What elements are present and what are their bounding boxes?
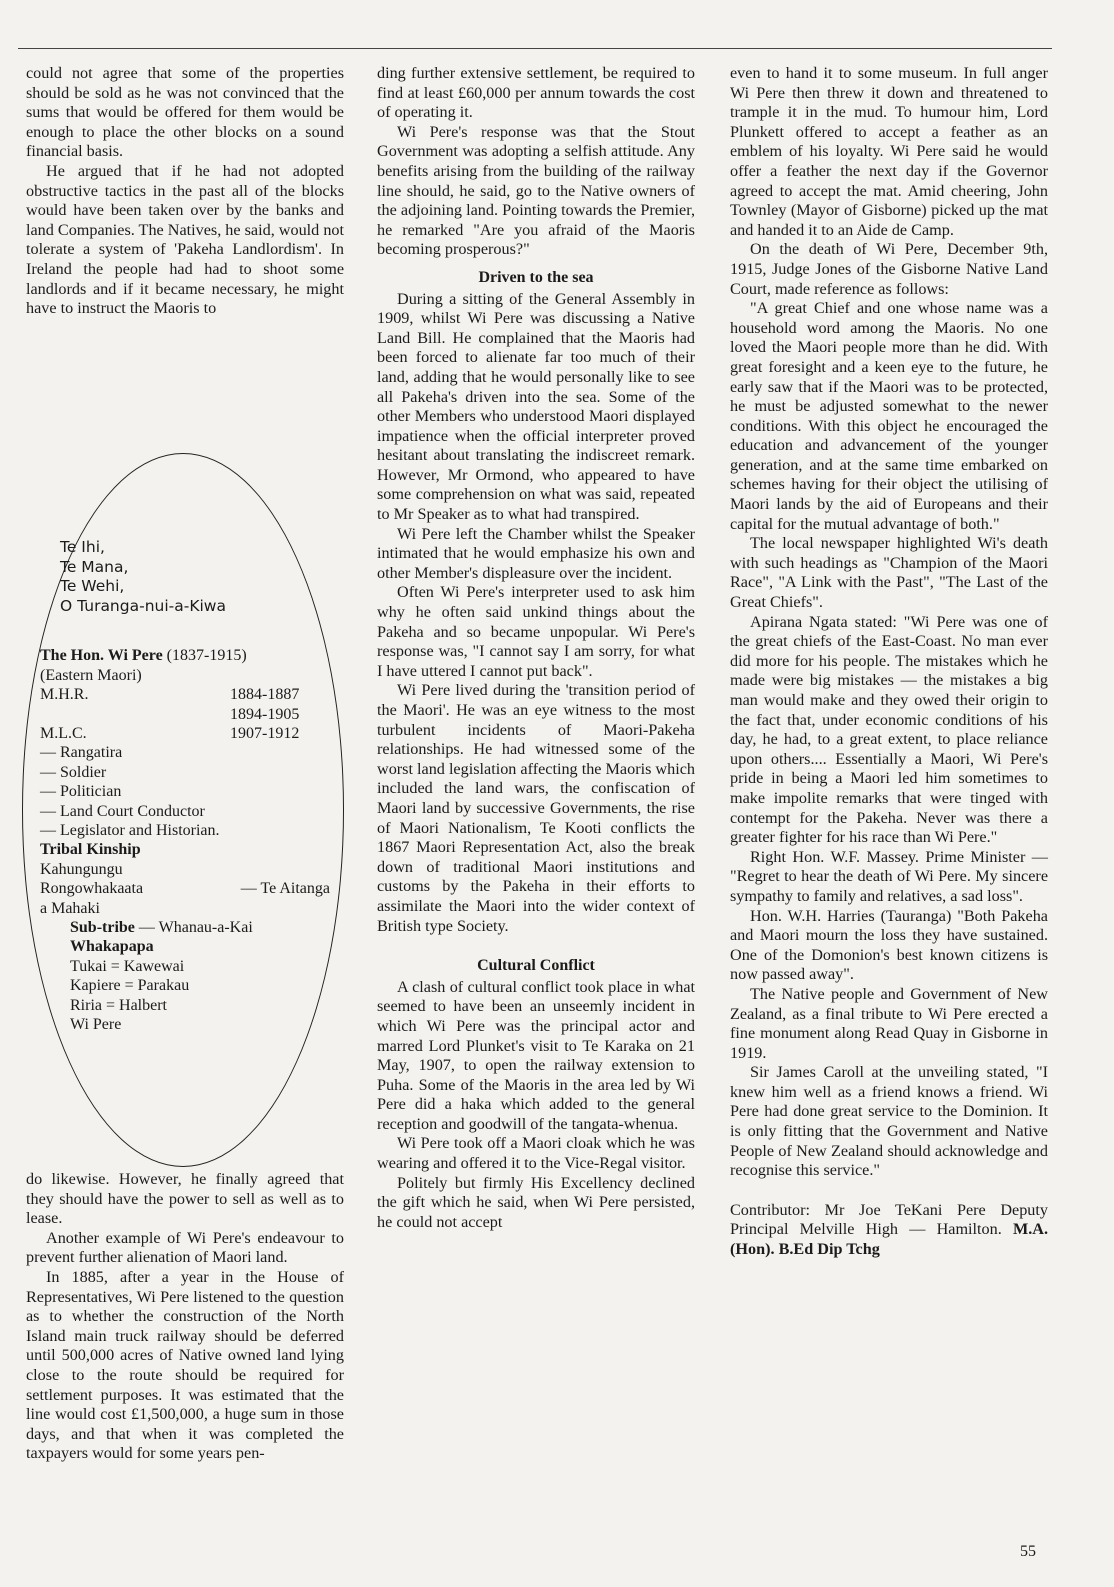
paragraph: He argued that if he had not adopted obstructive tactics in the past all of the blocks would have been taken over by the banks and land Companies. The Natives, he said, would not tolerate a system of 'Pakeha Landlordism'. In Ireland the people had had to shoot some landlords and if it became necessary, he might have to instruct the Maoris to	[26, 161, 345, 318]
paragraph: Politely but firmly His Excellency declined the gift which he said, when Wi Pere persisted, he could not accept	[377, 1173, 695, 1231]
paragraph: Apirana Ngata stated: "Wi Pere was one of the great chiefs of the East-Coast. No man ever did more for his people. The mistakes which he made were big mistakes — the mistakes a big man would make and they owed their origin to the fact that, under economic conditions of his day, he had, to a great extent, to place reliance upon others.... Essentially a Maori, Wi Pere's pride in being a Maori led him sometimes to make impolite remarks that were tinged with contempt for the Pakeha. Never was there a greater fighter for his race than Wi Pere."	[730, 612, 1048, 847]
mlc-years: 1907-1912	[230, 725, 300, 742]
paragraph: Wi Pere lived during the 'transition period of the Maori'. He was an eye witness to the most turbulent incidents of Maori-Pakeha relationships. He had witnessed some of the worst land legislation affecting the Maoris which included the land wars, the confiscation of Maori land by successive Governments, the rise of Maori Nationalism, Te Kooti conflicts the 1867 Maori Representation Act, also the break down of traditional Maori institutions and customs by the Pakeha in their efforts to assimilate the Maori into the wider context of British type Society.	[377, 681, 695, 935]
role-item: — Rangatira	[40, 744, 123, 762]
bio-years: (1837-1915)	[162, 647, 247, 665]
paragraph: Sir James Caroll at the unveiling stated, "I knew him well as a friend knows a friend. Wi Pere had done great service to the Dominion. It is only fitting that the Government and Native People of New Zealand should acknowledge and recognise this service."	[730, 1063, 1048, 1180]
mhr-label: M.H.R.	[40, 686, 89, 704]
paragraph: The Native people and Government of New Zealand, as a final tribute to Wi Pere erected a fine monument along Read Quay in Gisborne in 1919.	[730, 984, 1048, 1062]
mhr-years: 1884-1887	[230, 686, 300, 704]
contributor	[730, 1201, 1048, 1260]
role-item: — Politician	[40, 783, 122, 801]
mlc-row	[40, 724, 340, 743]
paragraph: During a sitting of the General Assembly in 1909, whilst Wi Pere was discussing a Native Land Bill. He complained that the Maoris had been forced to alienate far too much of their land, adding that he would personally like to see all Pakeha's driven into the sea. Some of the other Members who understood Maori displayed impatience when the official interpreter proved hesitant about translating the indiscreet remark. However, Mr Ormond, who appeared to have some comprehension on what was said, repeated to Mr Speaker as to what had transpired.	[377, 289, 695, 524]
whakapapa-heading: Whakapapa	[70, 938, 154, 956]
lineage-line: Wi Pere	[70, 1016, 122, 1034]
subtribe-line: Sub-tribe — Whanau-a-Kai	[70, 919, 253, 937]
paragraph: Right Hon. W.F. Massey. Prime Minister — "Regret to hear the death of Wi Pere. My sincere sympathy to family and relatives, a sad loss".	[730, 847, 1048, 905]
bio-name	[40, 646, 340, 665]
paragraph: could not agree that some of the properties should be sold as he was not convinced that the sums that would be offered for them would be enough to place the other blocks on a sound financial basis.	[26, 64, 344, 161]
paragraph: Another example of Wi Pere's endeavour to prevent further alienation of Maori land.	[26, 1228, 344, 1267]
poem-line: Te Ihi,	[60, 538, 105, 556]
poem	[60, 538, 340, 616]
paragraph: Hon. W.H. Harries (Tauranga) "Both Pakeha and Maori mourn the loss they have sustained. One of the Domonion's best known citizens is now passed away".	[730, 906, 1048, 984]
poem-line: Te Mana,	[60, 557, 129, 576]
paragraph: "A great Chief and one whose name was a household word among the Maoris. No one loved the Maori people more than he did. With great foresight and a keen eye to the future, he early saw that if the Maori was to be protected, he must be adjusted somewhat to the newer conditions. With this object he encouraged the education and advancement of the younger generation, and at the same time embarked on schemes having for their object the utilising of Maori lands by the aid of Europeans and their capital for the mutual advantage of both."	[730, 299, 1048, 533]
paragraph: Wi Pere left the Chamber whilst the Speaker intimated that he would emphasize his own and other Member's displeasure over the incident.	[377, 524, 695, 582]
tribe-line: a Mahaki	[40, 899, 100, 917]
section-heading: Driven to the sea	[478, 268, 594, 286]
mhr-row	[40, 685, 340, 704]
section-heading: Cultural Conflict	[477, 957, 595, 975]
paragraph: Wi Pere took off a Maori cloak which he was wearing and offered it to the Vice-Regal visitor.	[377, 1134, 695, 1173]
mhr-years: 1894-1905	[230, 705, 300, 723]
paragraph: do likewise. However, he finally agreed that they should have the power to sell as well as to lease.	[26, 1170, 344, 1228]
lineage-line: Tukai = Kawewai	[70, 957, 185, 975]
paragraph: ding further extensive settlement, be required to find at least £60,000 per annum towards the cost of operating it.	[377, 64, 695, 122]
column-2	[377, 64, 695, 1232]
tribe-line: Rongowhakaata — Te Aitanga	[40, 880, 330, 898]
header-rule	[18, 48, 1052, 49]
column-3	[730, 64, 1048, 1260]
paragraph: Often Wi Pere's interpreter used to ask him why he often said unkind things about the Pakeha and so became unpopular. Wi Pere's response was, "I cannot say I am sorry, for what I have uttered I cannot put back".	[377, 583, 695, 680]
column-1-bottom	[26, 1170, 344, 1464]
page-number: 55	[1020, 1543, 1036, 1560]
mlc-label: M.L.C.	[40, 725, 87, 742]
role-item: — Land Court Conductor	[40, 802, 205, 820]
paragraph: even to hand it to some museum. In full anger Wi Pere then threw it down and threatened to trample it in the mud. To humour him, Lord Plunkett offered to accept a feather as an emblem of his loyalty. Wi Pere said he would offer a feather the next day if the Governor agreed to accept the mat. Amid cheering, John Townley (Mayor of Gisborne) picked up the mat and handed it to an Aide de Camp.	[730, 64, 1048, 239]
paragraph: Wi Pere's response was that the Stout Government was adopting a selfish attitude. Any benefits arising from the building of the railway line should, he said, go to the Native owners of the adjoining land. Pointing towards the Premier, he remarked "Are you afraid of the Maoris becoming prosperous?"	[377, 122, 695, 259]
role-item: — Legislator and Historian.	[40, 822, 220, 840]
lineage-line: Riria = Halbert	[70, 996, 167, 1014]
contributor-text: Contributor: Mr Joe TeKani Pere Deputy Principal Melville High — Hamilton.	[730, 1200, 1048, 1239]
paragraph: A clash of cultural conflict took place in what seemed to have been an unseemly incident in which Wi Pere was the principal actor and marred Lord Plunket's visit to Te Karaka on 21 May, 1907, to open the railway extension to Puha. Some of the Maoris in the area led by Wi Pere did a haka which added to the general reception and goodwill of the tangata-whenua.	[377, 977, 695, 1133]
poem-line: Te Wehi,	[60, 577, 125, 596]
paragraph: The local newspaper highlighted Wi's death with such headings as "Champion of the Maori Race", "A Link with the Past", "The Last of the Great Chiefs".	[730, 534, 1048, 612]
role-item: — Soldier	[40, 763, 107, 781]
mhr-row-2	[40, 705, 340, 724]
bio-name-bold: The Hon. Wi Pere	[40, 647, 163, 665]
poem-line: O Turanga-nui-a-Kiwa	[60, 596, 226, 615]
lineage-line: Kapiere = Parakau	[70, 977, 190, 995]
contributor-degrees: M.A. (Hon). B.Ed Dip Tchg	[730, 1220, 1049, 1259]
paragraph: In 1885, after a year in the House of Representatives, Wi Pere listened to the question as to whether the construction of the North Island main truck railway should be deferred until 500,000 acres of Native owned land lying close to the route should be required for settlement purposes. It was estimated that the line would cost £1,500,000, a huge sum in those days, and that when it was completed the taxpayers would for some years pen-	[26, 1267, 344, 1463]
column-1-top	[26, 64, 344, 319]
paragraph: On the death of Wi Pere, December 9th, 1915, Judge Jones of the Gisborne Native Land Court, made reference as follows:	[730, 240, 1048, 298]
bio-region: (Eastern Maori)	[40, 666, 142, 684]
biography-box	[40, 538, 340, 1035]
tribe-line: Kahungungu	[40, 860, 123, 878]
tribal-heading: Tribal Kinship	[40, 841, 141, 859]
